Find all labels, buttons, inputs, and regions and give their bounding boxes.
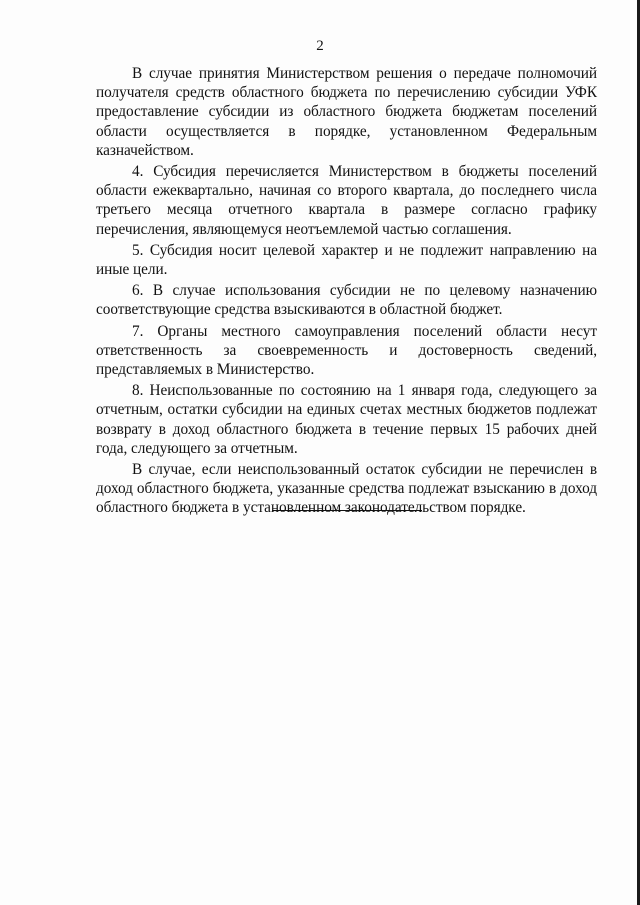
paragraph-ufk-delegation: В случае принятия Министерством решения о передаче полномочий получателя средств областного бюджета по перечислению субсидии УФК предоставление субсидии из областного бюджета бюджетам поселений области осуществляется в порядке, установленном Федеральным казначейством. — [96, 65, 597, 159]
end-separator-line — [272, 510, 422, 511]
page-number: 2 — [316, 38, 324, 54]
document-body — [96, 64, 597, 520]
paragraph-recovery-procedure: В случае, если неиспользованный остаток субсидии не перечислен в доход областного бюджета, указанные средства подлежат взысканию в доход областного бюджета в установленном законодательством порядке. — [96, 461, 597, 517]
paragraph-6-misuse-recovery: 6. В случае использования субсидии не по целевому назначению соответствующие средства взыскиваются в областной бюджет. — [96, 282, 597, 319]
paragraph-4-transfer-schedule: 4. Субсидия перечисляется Министерством в бюджеты поселений области ежеквартально, начиная со второго квартала, до последнего числа третьего месяца отчетного квартала в размере согласно графику перечисления, являющемуся неотъемлемой частью соглашения. — [96, 163, 597, 238]
paragraph-7-responsibility: 7. Органы местного самоуправления поселений области несут ответственность за своевременность и достоверность сведений, представляемых в Министерство. — [96, 322, 597, 379]
paragraph-8-unused-balances: 8. Неиспользованные по состоянию на 1 января года, следующего за отчетным, остатки субсидии на единых счетах местных бюджетов подлежат возврату в доход областного бюджета в течение первых 15 рабочих дней года, следующего за отчетным. — [96, 382, 597, 457]
paragraph-5-targeted-use: 5. Субсидия носит целевой характер и не подлежит направлению на иные цели. — [96, 241, 597, 279]
